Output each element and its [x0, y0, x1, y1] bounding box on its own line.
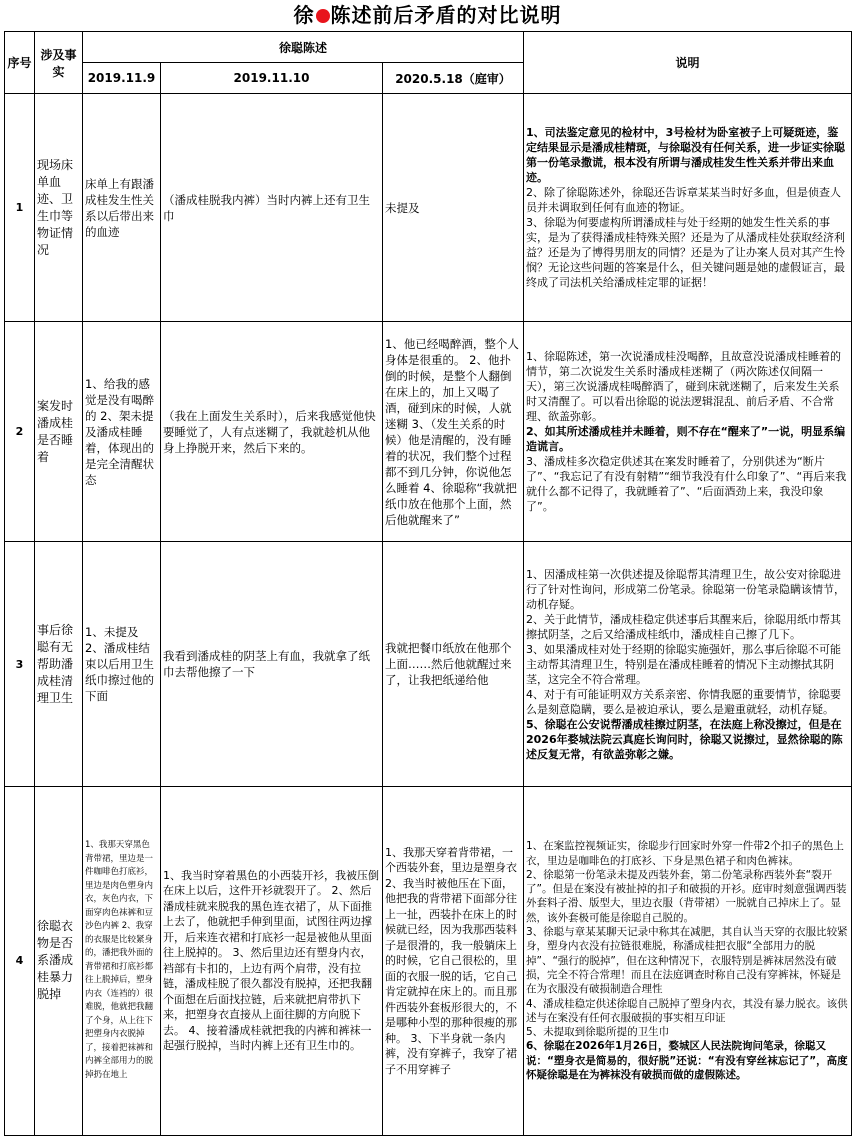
note-item: 1、徐聪陈述，第一次说潘成桂没喝醉，且故意没说潘成桂睡着的情节，第二次说发生关系时潘成桂迷糊了（两次陈述仅间隔一天），第三次说潘成桂喝醉酒了，碰到床就迷糊了，后来发生关系时又清醒了。可以看出徐聪的说法逻辑混乱、前后矛盾、不合常理、欲盖弥彰。: [526, 350, 841, 424]
statement-cell: 1、他已经喝醉酒，整个人身体是很重的。 2、他扑倒的时候，是整个人翻倒在床上的，加上又喝了酒，碰到床的时候，人就迷糊 3、（发生关系的时候）他是清醒的，没有睡着的状况，我们整个过程都不到几分钟，你说他怎么睡着 4、徐聪称“我就把纸巾放在他那个上面，然后他就醒来了”: [383, 322, 524, 542]
note-item: 5、未提取到徐聪所提的卫生巾: [526, 1026, 670, 1039]
statement-cell: 床单上有跟潘成桂发生性关系以后带出来的血迹: [83, 94, 161, 322]
header-statements: 徐聪陈述: [83, 32, 524, 63]
note-item: 3、徐聪为何要虚构所谓潘成桂与处于经期的她发生性关系的事实，是为了获得潘成桂特殊关照？还是为了从潘成桂处获取经济利益？还是为了博得男朋友的同情？还是为了让办案人员对其产生怜悯？无论这些问题的答案是什么，但关键问题是她的虚假证言，最终成了司法机关给潘成桂定罪的证据！: [526, 216, 845, 290]
header-notes: 说明: [524, 32, 852, 94]
table-row: [5, 786, 852, 1135]
note-item: 2、如其所述潘成桂并未睡着，则不存在“醒来了”一说，明显系编造谎言。: [526, 425, 846, 454]
note-item: 4、潘成桂稳定供述徐聪自己脱掉了塑身内衣，其没有暴力脱衣。该供述与在案没有任何衣服破损的事实相互印证: [526, 997, 848, 1024]
notes-cell: [524, 542, 852, 786]
note-item: 5、徐聪在公安说帮潘成桂擦过阴茎，在法庭上称没擦过，但是在2026年婺城法院云真庭长询问时，徐聪又说擦过，显然徐聪的陈述反复无常，有欲盖弥彰之嫌。: [526, 717, 843, 761]
notes-cell: [524, 94, 852, 322]
document-title: 徐 陈述前后矛盾的对比说明: [293, 3, 562, 27]
note-item: 2、徐聪第一份笔录未提及西装外套，第二份笔录称西装外套“裂开了”。但是在案没有被扯掉的扣子和破损的开衫。庭审时刻意强调西装外套料子滑、版型大，里边衣服（背带裙）一脱就自己掉床上了。显然，该外套极可能是徐聪自己脱的。: [526, 868, 847, 924]
row-topic: 现场床单血迹、卫生巾等物证情况: [35, 94, 83, 322]
note-item: 1、司法鉴定意见的检材中，3号检材为卧室被子上可疑斑迹，鉴定结果显示是潘成桂精斑，与徐聪没有任何关系，进一步证实徐聪第一份笔录撒谎，根本没有所谓与潘成桂发生性关系并带出来血迹。: [526, 126, 845, 185]
header-date-1: 2019.11.9: [83, 63, 161, 94]
redaction-mark-icon: [316, 9, 330, 23]
notes-cell: [524, 786, 852, 1135]
header-topic: 涉及事实: [35, 32, 83, 94]
note-item: 1、在案监控视频证实，徐聪步行回家时外穿一件带2个扣子的黑色上衣，里边是咖啡色的打底衫、下身是黑色裙子和肉色裤袜。: [526, 840, 844, 867]
note-item: 2、关于此情节，潘成桂稳定供述事后其醒来后，徐聪用纸巾帮其擦拭阴茎，之后又给潘成桂纸巾，潘成桂自己擦了几下。: [526, 612, 841, 641]
comparison-table: [4, 31, 852, 1136]
notes-cell: [524, 322, 852, 542]
row-topic: 事后徐聪有无帮助潘成桂清理卫生: [35, 542, 83, 786]
statement-cell: 1、给我的感觉是没有喝醉的 2、架未提及潘成桂睡着，体现出的是完全清醒状态: [83, 322, 161, 542]
header-date-2: 2019.11.10: [161, 63, 383, 94]
statement-cell: 我看到潘成桂的阴茎上有血，我就拿了纸巾去帮他擦了一下: [161, 542, 383, 786]
row-number: 1: [5, 94, 35, 322]
header-no: 序号: [5, 32, 35, 94]
note-item: 1、因潘成桂第一次供述提及徐聪帮其清理卫生，故公安对徐聪进行了针对性询问，形成第二份笔录。徐聪第一份笔录隐瞒该情节，动机存疑。: [526, 567, 845, 611]
table-row: [5, 322, 852, 542]
statement-cell: （我在上面发生关系时），后来我感觉他快要睡觉了，人有点迷糊了，我就趁机从他身上挣脱开来，然后下来的。: [161, 322, 383, 542]
statement-cell: 1、我那天穿着背带裙，一个西装外套，里边是塑身衣 2、我当时被他压在下面，他把我的背带裙下面部分往上一扯，西装扑在床上的时候就已经，因为我那西装料子是很滑的，我一般躺床上的时候，它自己很松的，里面的衣服一脱的话，它自己肯定就掉在床上的。而且那件西装外套板形很大的，不是哪种小型的那种很瘦的那种。 3、下半身就一条内裤，没有穿裤子，我穿了裙子不用穿裤子: [383, 786, 524, 1135]
statement-cell: 1、我当时穿着黑色的小西装开衫，我被压倒在床上以后，这件开衫就裂开了。 2、然后潘成桂就来脱我的黑色连衣裙了，从下面推上去了，他就把手伸到里面，试图往两边撑开，后来连衣裙和打底衫一起是被他从里面往上脱掉的。 3、然后里边还有塑身内衣，裆部有卡扣的，上边有两个肩带，没有拉链，潘成桂脱了很久都没有脱掉，还把我翻个面想在后面找拉链，后来就把肩带扒下来，把塑身衣直接从上面往脚的方向脱下去。 4、接着潘成桂就把我的内裤和裤袜一起强行脱掉，当时内裤上还有卫生巾的。: [161, 786, 383, 1135]
statement-cell: 1、未提及 2、潘成桂结束以后用卫生纸巾擦过他的下面: [83, 542, 161, 786]
row-number: 2: [5, 322, 35, 542]
row-number: 4: [5, 786, 35, 1135]
row-topic: 徐聪衣物是否系潘成桂暴力脱掉: [35, 786, 83, 1135]
note-item: 3、如果潘成桂对处于经期的徐聪实施强奸，那么事后徐聪不可能主动帮其清理卫生，特别是在潘成桂睡着的情况下主动擦拭其阴茎，这完全不符合常理。: [526, 642, 841, 686]
row-number: 3: [5, 542, 35, 786]
note-item: 2、除了徐聪陈述外，徐聪还告诉章某某当时好多血，但是侦查人员并未调取到任何有血迹的物证。: [526, 186, 841, 215]
statement-cell: 1、我那天穿黑色背带裙，里边是一件咖啡色打底衫，里边是肉色塑身内衣，灰色内衣，下面穿肉色袜裤和豆沙色内裤 2、我穿的衣服是比较紧身的，潘把我外面的背带裙和打底衫都往上脱掉后，塑身内衣（连裆的）很难脱，他就把我翻了个身，从上往下把塑身内衣脱掉了，接着把袜裤和内裤全部用力的脱掉扔在地上: [83, 786, 161, 1135]
table-row: [5, 94, 852, 322]
header-date-3: 2020.5.18（庭审）: [383, 63, 524, 94]
note-item: 3、潘成桂多次稳定供述其在案发时睡着了，分别供述为“断片了”、“我忘记了有没有射精”“细节我没有什么印象了”、“再后来我就什么都不记得了，我就睡着了”、“后面酒劲上来，我没印象了”。: [526, 455, 847, 514]
note-item: 3、徐聪与章某某聊天记录中称其在减肥，其自认当天穿的衣服比较紧身，塑身内衣没有拉链很难脱，称潘成桂把衣服“全部用力的脱掉”、“强行的脱掉”，但在这种情况下，衣服特别是裤袜居然没有破损，完全不符合常理！而且在法庭调查时称自己没有穿裤袜，怀疑是在为衣服没有破损制造合理性: [526, 926, 848, 996]
statement-cell: 我就把餐巾纸放在他那个上面……然后他就醒过来了，让我把纸递给他: [383, 542, 524, 786]
row-topic: 案发时潘成桂是否睡着: [35, 322, 83, 542]
note-item: 4、对于有可能证明双方关系亲密、你情我愿的重要情节，徐聪要么是刻意隐瞒，要么是被迫承认，要么是避重就轻，动机存疑。: [526, 687, 841, 716]
table-row: [5, 542, 852, 786]
statement-cell: （潘成桂脱我内裤）当时内裤上还有卫生巾: [161, 94, 383, 322]
statement-cell: 未提及: [383, 94, 524, 322]
note-item: 6、徐聪在2026年1月26日，婺城区人民法院询问笔录，徐聪又说：“塑身衣是简易的，很好脱”还说：“有没有穿丝袜忘记了”，高度怀疑徐聪是在为裤袜没有破损而做的虚假陈述。: [526, 1040, 848, 1082]
